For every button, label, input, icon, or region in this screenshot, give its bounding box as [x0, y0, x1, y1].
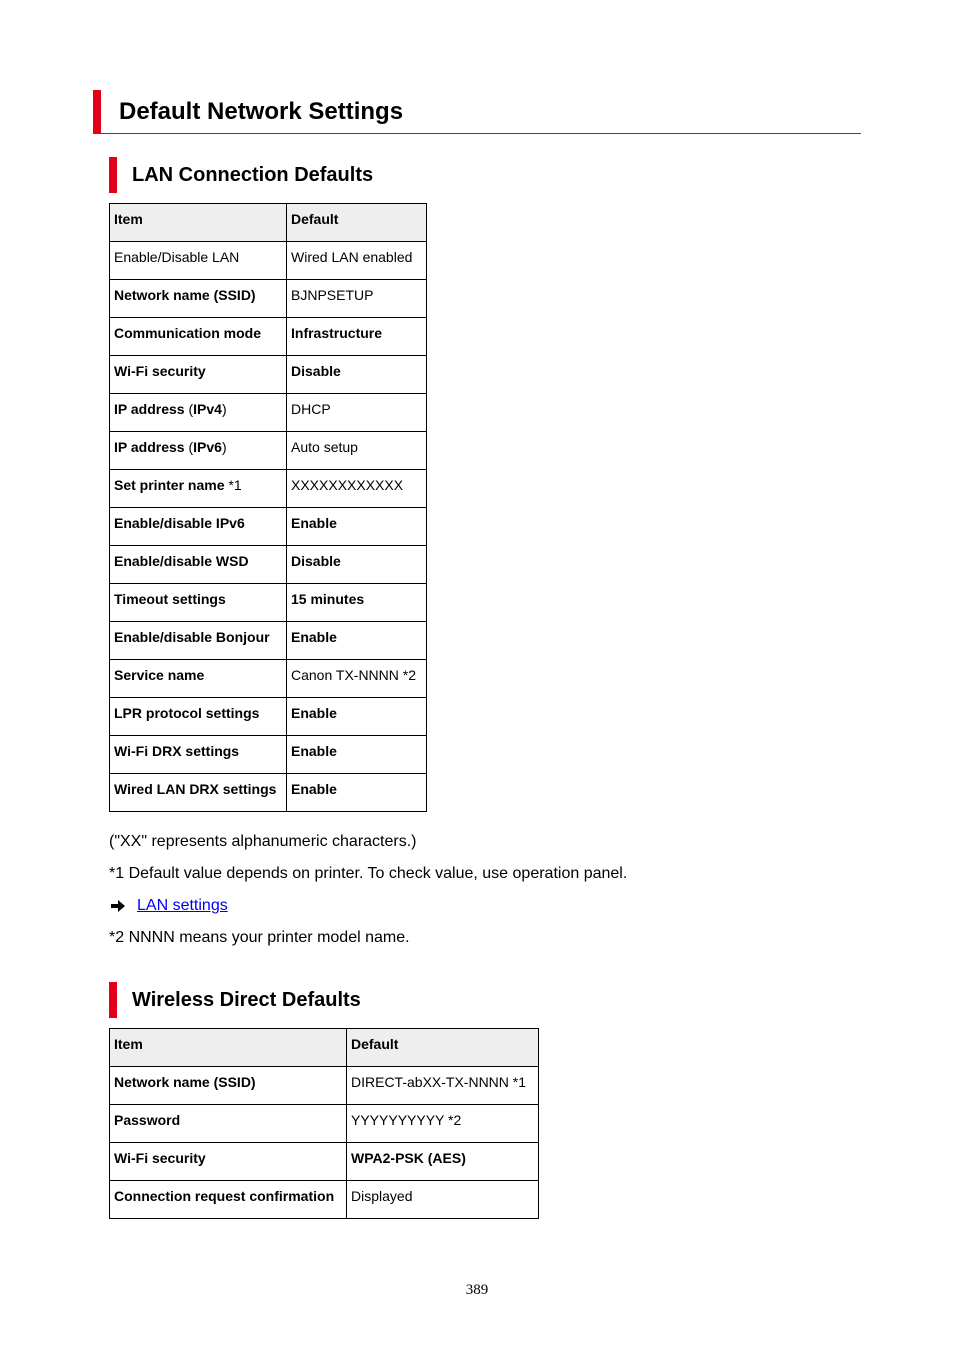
cell-text: Enable/Disable LAN	[114, 249, 240, 265]
cell-text: (	[184, 439, 194, 455]
cell-text: Service name	[114, 667, 205, 683]
table-row	[110, 660, 427, 698]
cell-text: Enable/disable IPv6	[114, 515, 245, 531]
cell-default	[287, 318, 427, 356]
table-row	[110, 774, 427, 812]
cell-text: Network name (SSID)	[114, 1074, 256, 1090]
table-row	[110, 698, 427, 736]
section-accent-bar	[109, 157, 117, 193]
cell-text: WPA2-PSK (AES)	[351, 1150, 466, 1166]
cell-text: Enable	[291, 743, 337, 759]
table-row	[110, 394, 427, 432]
cell-text: Wired LAN DRX settings	[114, 781, 277, 797]
cell-item	[110, 318, 287, 356]
note-xx: ("XX" represents alphanumeric characters.)	[109, 833, 417, 850]
table-row	[110, 736, 427, 774]
wireless-section-title: Wireless Direct Defaults	[132, 989, 361, 1011]
lan-defaults-table	[109, 203, 427, 812]
section-accent-bar	[109, 982, 117, 1018]
cell-text: Wi-Fi security	[114, 1150, 206, 1166]
table-row	[110, 622, 427, 660]
cell-text: BJNPSETUP	[291, 287, 374, 303]
cell-item	[110, 622, 287, 660]
cell-item	[110, 1181, 347, 1219]
cell-text: )	[221, 439, 227, 455]
cell-text: Disable	[291, 363, 341, 379]
table-row	[110, 432, 427, 470]
cell-text: Enable	[291, 629, 337, 645]
arrow-right-icon	[111, 900, 125, 912]
cell-text: XXXXXXXXXXXX	[291, 477, 404, 493]
column-header-item: Item	[110, 204, 287, 242]
cell-default	[347, 1181, 539, 1219]
cell-default	[287, 774, 427, 812]
cell-text: Timeout settings	[114, 591, 226, 607]
table-row	[110, 1143, 539, 1181]
cell-item	[110, 736, 287, 774]
cell-default	[287, 698, 427, 736]
cell-default	[287, 394, 427, 432]
table-row	[110, 546, 427, 584]
column-header-item: Item	[110, 1029, 347, 1067]
table-row	[110, 508, 427, 546]
table-row	[110, 356, 427, 394]
cell-default	[347, 1067, 539, 1105]
cell-text: IP address	[114, 401, 185, 417]
cell-text: Wi-Fi DRX settings	[114, 743, 240, 759]
footnote-2: *2 NNNN means your printer model name.	[109, 929, 410, 946]
cell-default	[287, 242, 427, 280]
cell-item	[110, 660, 287, 698]
cell-text: 15 minutes	[291, 591, 365, 607]
cell-default	[287, 508, 427, 546]
cell-item	[110, 584, 287, 622]
cell-text: Displayed	[351, 1188, 413, 1204]
table-row	[110, 470, 427, 508]
cell-text: DHCP	[291, 401, 331, 417]
cell-text: IPv6	[193, 439, 222, 455]
cell-text: Enable	[291, 515, 337, 531]
cell-item	[110, 508, 287, 546]
cell-default	[287, 660, 427, 698]
cell-item	[110, 1067, 347, 1105]
cell-text: DIRECT-abXX-TX-NNNN *1	[351, 1074, 527, 1090]
cell-item	[110, 242, 287, 280]
cell-default	[347, 1105, 539, 1143]
cell-default	[287, 280, 427, 318]
table-row	[110, 242, 427, 280]
table-header-row	[110, 1029, 539, 1067]
cell-text: Enable	[291, 781, 337, 797]
table-row	[110, 318, 427, 356]
cell-text: )	[221, 401, 227, 417]
table-row	[110, 584, 427, 622]
footnote-1: *1 Default value depends on printer. To check value, use operation panel.	[109, 865, 628, 882]
cell-text: LPR protocol settings	[114, 705, 260, 721]
cell-text: YYYYYYYYYY *2	[351, 1112, 462, 1128]
cell-item	[110, 356, 287, 394]
column-header-default: Default	[347, 1029, 539, 1067]
cell-text: Password	[114, 1112, 181, 1128]
cell-default	[287, 470, 427, 508]
lan-section-title: LAN Connection Defaults	[132, 164, 374, 186]
cell-text: Disable	[291, 553, 341, 569]
cell-default	[287, 736, 427, 774]
page-title: Default Network Settings	[119, 98, 404, 125]
cell-text: Enable/disable Bonjour	[114, 629, 270, 645]
cell-item	[110, 470, 287, 508]
cell-item	[110, 432, 287, 470]
cell-text: IP address	[114, 439, 185, 455]
cell-item	[110, 1143, 347, 1181]
page-number: 389	[465, 1282, 489, 1298]
cell-default	[287, 584, 427, 622]
cell-text: Wired LAN enabled	[291, 249, 413, 265]
cell-text: Auto setup	[291, 439, 358, 455]
cell-text: Connection request confirmation	[114, 1188, 335, 1204]
page-heading	[93, 90, 861, 134]
cell-text: Enable	[291, 705, 337, 721]
table-row	[110, 1067, 539, 1105]
cell-default	[287, 432, 427, 470]
cell-text: (	[184, 401, 194, 417]
cell-default	[287, 622, 427, 660]
cell-text: Canon TX-NNNN *2	[291, 667, 417, 683]
cell-text: Set printer name	[114, 477, 225, 493]
cell-default	[287, 546, 427, 584]
table-header-row	[110, 204, 427, 242]
cell-item	[110, 1105, 347, 1143]
cell-item	[110, 546, 287, 584]
cell-text: Enable/disable WSD	[114, 553, 249, 569]
cell-default	[287, 356, 427, 394]
cell-text: Wi-Fi security	[114, 363, 206, 379]
cell-default	[347, 1143, 539, 1181]
table-row	[110, 280, 427, 318]
cell-item	[110, 280, 287, 318]
cell-item	[110, 698, 287, 736]
table-row	[110, 1181, 539, 1219]
cell-text: Communication mode	[114, 325, 262, 341]
cell-text: Infrastructure	[291, 325, 383, 341]
cell-text: IPv4	[193, 401, 222, 417]
wireless-direct-defaults-table	[109, 1028, 539, 1219]
cell-text: *1	[224, 477, 242, 493]
heading-accent-bar	[93, 90, 101, 133]
cell-item	[110, 394, 287, 432]
lan-settings-link[interactable]: LAN settings	[137, 897, 228, 914]
cell-text: Network name (SSID)	[114, 287, 256, 303]
table-row	[110, 1105, 539, 1143]
column-header-default: Default	[287, 204, 427, 242]
lan-settings-link-row	[109, 896, 228, 916]
cell-item	[110, 774, 287, 812]
